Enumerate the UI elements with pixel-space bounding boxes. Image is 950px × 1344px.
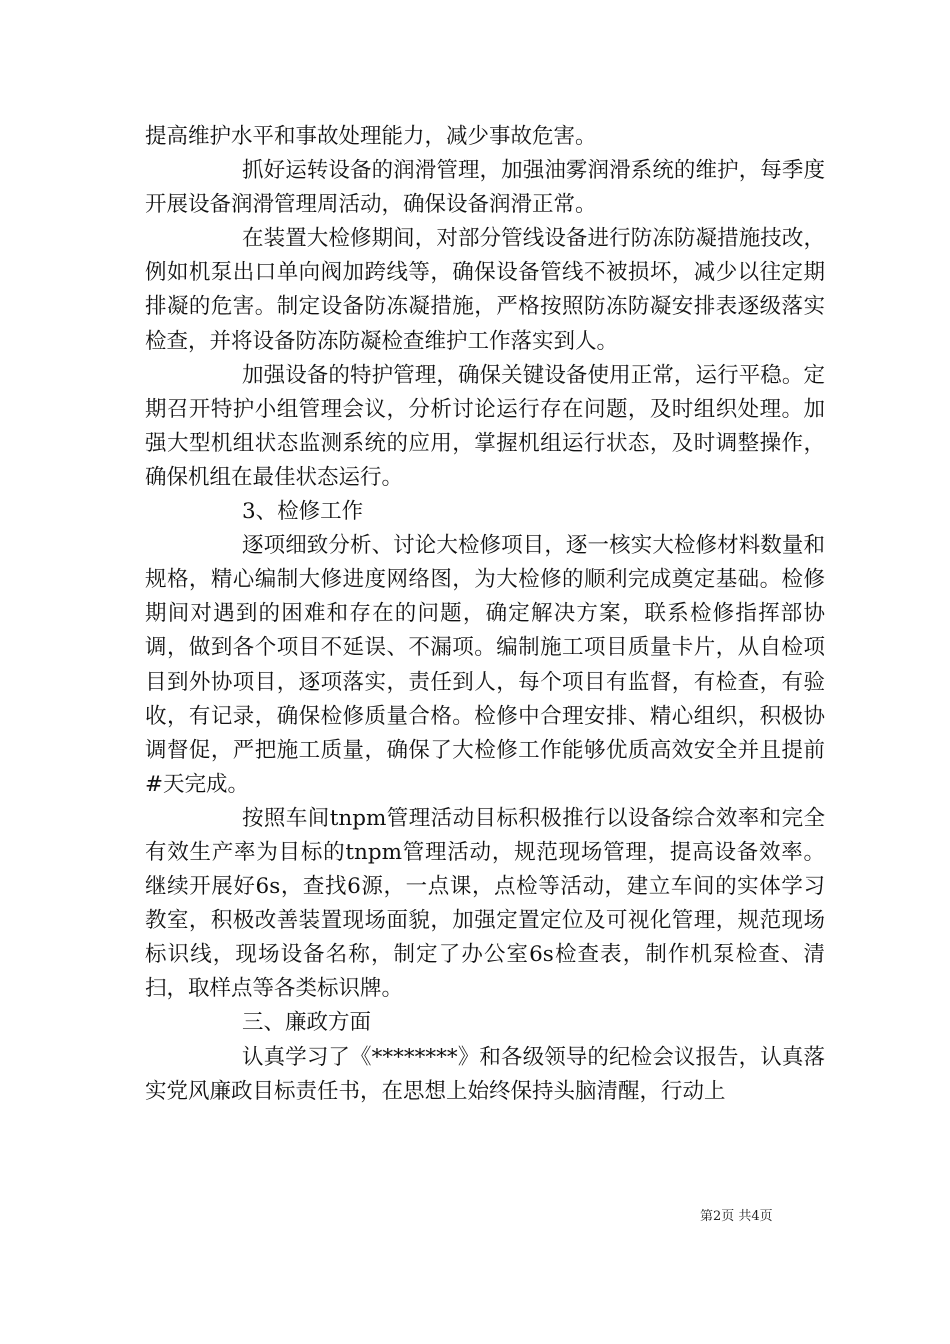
paragraph-3: 在装置大检修期间，对部分管线设备进行防冻防凝措施技改，例如机泵出口单向阀加跨线等，确保设备管线不被损坏，减少以往定期排凝的危害。制定设备防冻凝措施，严格按照防冻防凝安排表逐级落实检查，并将设备防冻防凝检查维护工作落实到人。 [145, 226, 825, 354]
document-body [145, 120, 825, 1109]
paragraph-1: 提高维护水平和事故处理能力，减少事故危害。 [145, 124, 597, 149]
paragraph-6: 逐项细致分析、讨论大检修项目，逐一核实大检修材料数量和规格，精心编制大修进度网络图，为大检修的顺利完成奠定基础。检修期间对遇到的困难和存在的问题，确定解决方案，联系检修指挥部协调，做到各个项目不延误、不漏项。编制施工项目质量卡片，从自检项目到外协项目，逐项落实，责任到人，每个项目有监督，有检查，有验收，有记录，确保检修质量合格。检修中合理安排、精心组织，积极协调督促，严把施工质量，确保了大检修工作能够优质高效安全并且提前#天完成。 [145, 533, 825, 797]
paragraph-7: 按照车间tnpm管理活动目标积极推行以设备综合效率和完全有效生产率为目标的tnpm管理活动，规范现场管理，提高设备效率。继续开展好6s，查找6源，一点课，点检等活动，建立车间的实体学习教室，积极改善装置现场面貌，加强定置定位及可视化管理，规范现场标识线，现场设备名称，制定了办公室6s检查表，制作机泵检查、清扫，取样点等各类标识牌。 [145, 805, 825, 1002]
paragraph-2: 抓好运转设备的润滑管理，加强油雾润滑系统的维护，每季度开展设备润滑管理周活动，确保设备润滑正常。 [145, 158, 825, 218]
paragraph-9: 认真学习了《********》和各级领导的纪检会议报告，认真落实党风廉政目标责任书，在思想上始终保持头脑清醒，行动上 [145, 1044, 825, 1104]
section-heading-maintenance: 3、检修工作 [242, 499, 364, 525]
paragraph-4: 加强设备的特护管理，确保关键设备使用正常，运行平稳。定期召开特护小组管理会议，分析讨论运行存在问题，及时组织处理。加强大型机组状态监测系统的应用，掌握机组运行状态，及时调整操作，确保机组在最佳状态运行。 [145, 362, 825, 490]
section-heading-integrity: 三、廉政方面 [242, 1010, 372, 1036]
page-number-footer: 第2页 共4页 [700, 1209, 773, 1224]
